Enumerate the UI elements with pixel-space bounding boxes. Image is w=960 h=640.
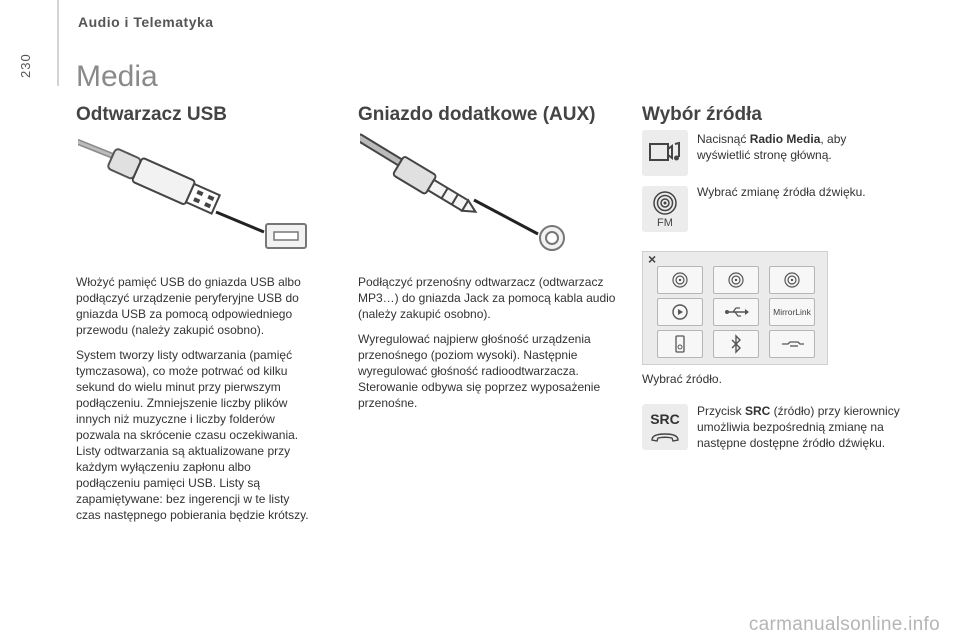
aux-paragraph-1: Podłączyć przenośny odtwarzacz (odtwarzacz MP3…) do gniazda Jack za pomocą kabla audio (należy zakupić osobno). [358,275,616,321]
radio-icon [770,267,814,293]
source-tile-bluetooth[interactable] [713,330,759,358]
source-tile-aux[interactable] [769,330,815,358]
source-step-3: Wybrać źródło. [642,372,722,386]
usb-paragraph-1: Włożyć pamięć USB do gniazda USB albo podłączyć urządzenie peryferyjne USB do gniazda USB za pomocą odpowiedniego przewodu (należy zakupić osobno). [76,275,301,337]
usb-icon [714,299,758,325]
src-steering-button[interactable] [642,404,688,450]
close-icon[interactable]: × [648,251,657,267]
source-tile-mirrorlink[interactable]: MirrorLink [769,298,815,326]
source-step-2: Wybrać zmianę źródła dźwięku. [697,185,866,199]
radio-icon [658,267,702,293]
watermark: carmanualsonline.info [748,614,940,635]
source-tile-usb[interactable] [713,298,759,326]
radio-media-button[interactable] [642,130,688,176]
page-number: 230 [18,53,33,78]
page-title: Media [76,60,158,93]
radio-icon [714,267,758,293]
jack-plug-illustration [360,130,572,252]
source-tile-cd[interactable] [657,298,703,326]
aux-paragraph-2: Wyregulować najpierw głośność urządzenia przenośnego (poziom wysoki). Następnie wyregulować głośność radioodtwarzacza. Sterowanie odbywa się poprzez wyposażenie przenośne. [358,332,601,410]
fm-antenna-icon [642,188,688,218]
phone-handset-icon [642,431,688,445]
usb-heading: Odtwarzacz USB [76,104,227,125]
source-step-1: Nacisnąć Radio Media, aby wyświetlić stronę główną. [697,132,847,162]
usb-text [76,274,316,532]
source-step-4: Przycisk SRC (źródło) przy kierownicy umożliwia bezpośrednią zmianę na następne dostępne źródło dźwięku. [697,404,900,450]
aux-heading: Gniazdo dodatkowe (AUX) [358,104,596,125]
radio-media-icon [642,130,688,176]
usb-stick-illustration [78,130,314,254]
source-tile-radio-1[interactable] [657,266,703,294]
src-bold-label: SRC [745,404,771,418]
bluetooth-icon [714,331,758,357]
radio-media-label: Radio Media [749,132,821,146]
usb-paragraph-2: System tworzy listy odtwarzania (pamięć tymczasowa), co może potrwać od kilku sekund do wielu minut przy pierwszym podłączeniu. Zmniejszenie liczby plików innych niż muzyczne i liczby folderów pozwala na skrócenie czasu oczekiwania. Listy odtwarzania są aktualizowane przy każdym wyłączeniu zapłonu albo podłączeniu pamięci USB. Listy są zapamiętywane: bez ingerencji w te listy czas następnego pobierania będzie krótszy. [76,348,309,522]
cd-icon [658,299,702,325]
source-tile-radio-2[interactable] [713,266,759,294]
source-tile-ipod[interactable] [657,330,703,358]
source-selection-screen [642,251,828,365]
source-heading: Wybór źródła [642,104,762,125]
ipod-icon [658,331,702,357]
section-title: Audio i Telematyka [78,14,214,30]
header-divider [57,0,59,86]
aux-jack-icon [770,331,814,357]
fm-source-button[interactable] [642,186,688,232]
source-tile-radio-3[interactable] [769,266,815,294]
aux-text [358,274,620,420]
fm-label: FM [657,217,673,229]
src-label: SRC [650,411,680,427]
